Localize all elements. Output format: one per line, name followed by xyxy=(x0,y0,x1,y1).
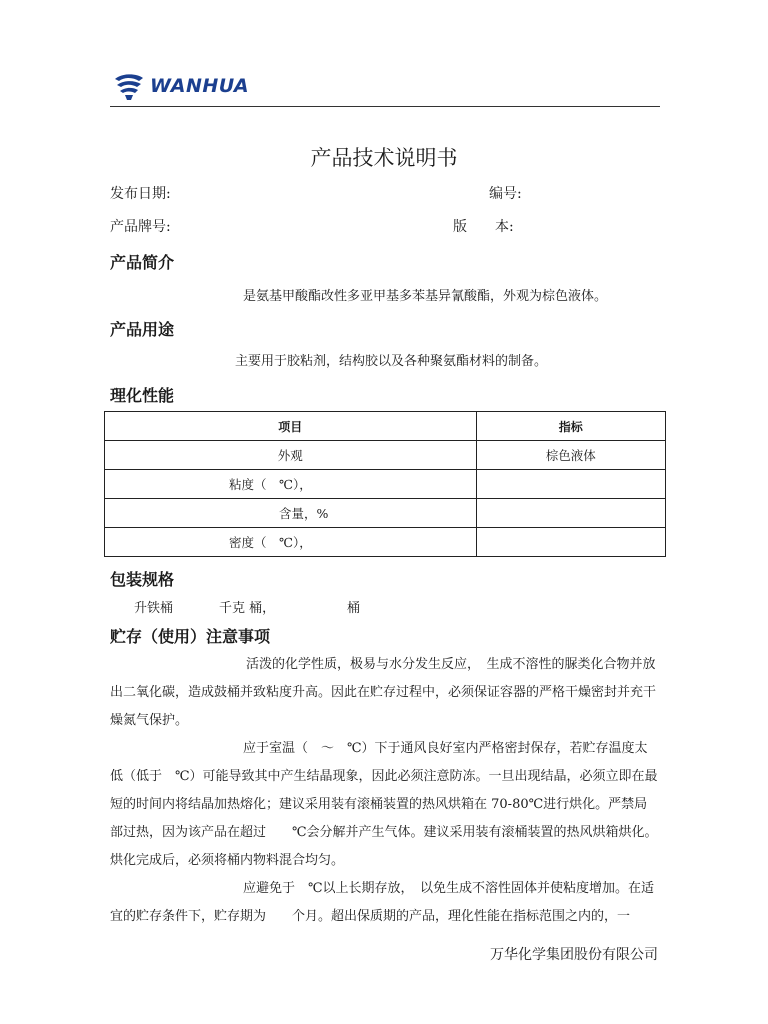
company-name-footer: 万华化学集团股份有限公司 xyxy=(490,947,658,963)
row-spec-appearance: 棕色液体 xyxy=(476,441,666,470)
usage-heading: 产品用途 xyxy=(110,320,175,339)
packaging-heading: 包装规格 xyxy=(110,570,175,589)
column-header-spec: 指标 xyxy=(476,412,666,441)
row-item-appearance: 外观 xyxy=(105,441,477,470)
table-row xyxy=(105,499,666,528)
storage-paragraph: 应避免于 ℃以上长期存放， 以免生成不溶性固体并使粘度增加。在适宜的贮存条件下，贮存期为 个月。超出保质期的产品，理化性能在指标范围之内的，一 xyxy=(110,881,655,924)
table-row xyxy=(105,441,666,470)
company-logo xyxy=(112,68,249,104)
packaging-item: 升铁桶 xyxy=(134,601,174,616)
storage-body xyxy=(110,651,660,931)
brand-label: 产品牌号: xyxy=(110,219,171,235)
table-row xyxy=(105,528,666,557)
logo-text: WANHUA xyxy=(150,75,250,97)
storage-paragraph: 应于室温（ ～ ℃）下于通风良好室内严格密封保存，若贮存温度太低（低于 ℃）可能导致其中产生结晶现象，因此必须注意防冻。一旦出现结晶，必须立即在最短的时间内将结晶加热熔化；建议采用装有滚桶装置的热风烘箱在 70-80℃进行烘化。严禁局部过热，因为该产品在超过 ℃会分解并产生气体。建议采用装有滚桶装置的热风烘箱烘化。烘化完成后，必须将桶内物料混合均匀。 xyxy=(110,741,658,868)
row-spec-content xyxy=(476,499,666,528)
row-item-density: 密度（ ℃）， xyxy=(105,528,477,557)
version-label: 版 本: xyxy=(453,219,514,235)
column-header-item: 项目 xyxy=(105,412,477,441)
header-divider xyxy=(110,106,660,107)
table-row xyxy=(105,470,666,499)
storage-paragraph: 活泼的化学性质，极易与水分发生反应， 生成不溶性的脲类化合物并放出二氧化碳，造成鼓桶并致粘度升高。因此在贮存过程中，必须保证容器的严格干燥密封并充干燥氮气保护。 xyxy=(110,657,657,728)
packaging-item: 桶 xyxy=(347,601,361,616)
properties-heading: 理化性能 xyxy=(110,386,175,405)
properties-table xyxy=(104,411,666,557)
number-label: 编号: xyxy=(489,186,522,202)
row-item-content: 含量，% xyxy=(105,499,477,528)
storage-heading: 贮存（使用）注意事项 xyxy=(110,627,271,646)
usage-text: 主要用于胶粘剂，结构胶以及各种聚氨酯材料的制备。 xyxy=(235,354,548,369)
wanhua-swirl-icon xyxy=(112,71,146,101)
table-header-row xyxy=(105,412,666,441)
intro-heading: 产品简介 xyxy=(110,253,175,272)
row-spec-density xyxy=(476,528,666,557)
packaging-item: 千克 桶， xyxy=(219,601,276,616)
row-item-viscosity: 粘度（ ℃）， xyxy=(105,470,477,499)
issue-date-label: 发布日期: xyxy=(110,186,171,202)
intro-text: 是氨基甲酸酯改性多亚甲基多苯基异氰酸酯，外观为棕色液体。 xyxy=(243,289,608,304)
row-spec-viscosity xyxy=(476,470,666,499)
document-title: 产品技术说明书 xyxy=(310,146,458,170)
